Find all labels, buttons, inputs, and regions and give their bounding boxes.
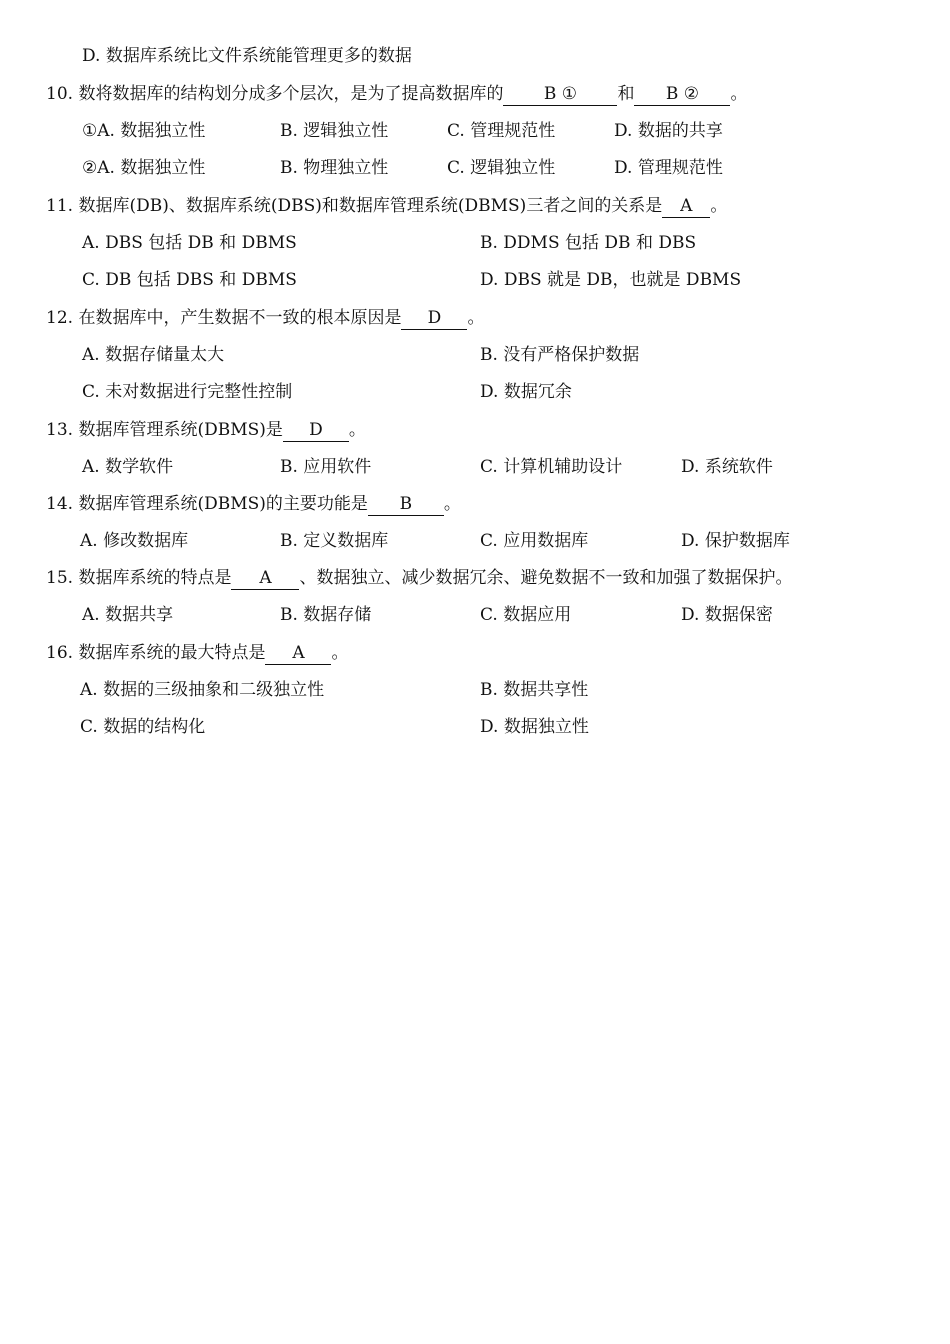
q13-option-c: C. 计算机辅助设计 <box>480 457 623 477</box>
question-end: 。 <box>331 643 349 663</box>
question-text: 数将数据库的结构划分成多个层次，是为了提高数据库的 <box>78 84 504 104</box>
question-number: 11. <box>46 196 74 216</box>
question-text: 数据库系统的特点是 <box>78 568 232 588</box>
question-number: 10. <box>46 84 74 104</box>
q12-option-a: A. 数据存储量太大 <box>82 345 225 365</box>
question-end: 。 <box>730 84 748 104</box>
question-text: 数据库系统的最大特点是 <box>78 643 266 663</box>
q13-option-a: A. 数学软件 <box>82 457 174 477</box>
question-number: 12. <box>46 308 74 328</box>
q10-sub1-option-b: B. 逻辑独立性 <box>280 121 389 141</box>
question-number: 14. <box>46 494 74 514</box>
answer-blank: D <box>283 419 349 442</box>
question-end: 。 <box>710 196 728 216</box>
question-14 <box>46 492 461 516</box>
q16-option-d: D. 数据独立性 <box>480 717 589 737</box>
question-number: 15. <box>46 568 74 588</box>
answer-blank: B <box>368 493 444 516</box>
q15-option-a: A. 数据共享 <box>82 605 174 625</box>
q16-option-a: A. 数据的三级抽象和二级独立性 <box>80 680 325 700</box>
question-number: 16. <box>46 643 74 663</box>
question-number: 13. <box>46 420 74 440</box>
q15-option-b: B. 数据存储 <box>280 605 372 625</box>
q10-sub1-option-a: ①A. 数据独立性 <box>82 121 206 141</box>
answer-blank: A <box>662 195 710 218</box>
question-text: 数据库(DB)、数据库系统(DBS)和数据库管理系统(DBMS)三者之间的关系是 <box>78 196 663 216</box>
question-13 <box>46 418 366 442</box>
question-text: 数据库管理系统(DBMS)是 <box>78 420 283 440</box>
question-end: 。 <box>467 308 485 328</box>
answer-blank: A <box>265 642 331 665</box>
q10-sub2-option-c: C. 逻辑独立性 <box>447 158 556 178</box>
answer-blank: A <box>231 567 299 590</box>
question-12 <box>46 306 484 330</box>
q14-option-c: C. 应用数据库 <box>480 531 589 551</box>
q12-option-c: C. 未对数据进行完整性控制 <box>82 382 293 402</box>
q10-sub2-option-a: ②A. 数据独立性 <box>82 158 206 178</box>
q13-option-b: B. 应用软件 <box>280 457 372 477</box>
q11-option-d: D. DBS 就是 DB，也就是 DBMS <box>480 270 742 290</box>
q10-sub1-option-c: C. 管理规范性 <box>447 121 556 141</box>
q14-option-a: A. 修改数据库 <box>80 531 189 551</box>
question-16 <box>46 641 348 665</box>
q16-option-c: C. 数据的结构化 <box>80 717 206 737</box>
q14-option-d: D. 保护数据库 <box>681 531 790 551</box>
answer-blank-1: B ① <box>503 83 617 106</box>
question-11 <box>46 194 727 218</box>
q9-option-d: D. 数据库系统比文件系统能管理更多的数据 <box>82 46 412 66</box>
question-10 <box>46 82 747 106</box>
question-text: 在数据库中，产生数据不一致的根本原因是 <box>78 308 402 328</box>
question-text-rest: 、数据独立、减少数据冗余、避免数据不一致和加强了数据保护。 <box>299 568 793 588</box>
q11-option-a: A. DBS 包括 DB 和 DBMS <box>82 233 297 253</box>
q10-sub2-option-b: B. 物理独立性 <box>280 158 389 178</box>
question-15 <box>46 566 792 590</box>
q12-option-d: D. 数据冗余 <box>480 382 572 402</box>
q16-option-b: B. 数据共享性 <box>480 680 589 700</box>
answer-blank: D <box>401 307 467 330</box>
q11-option-c: C. DB 包括 DBS 和 DBMS <box>82 270 297 290</box>
q10-sub1-option-d: D. 数据的共享 <box>614 121 723 141</box>
q12-option-b: B. 没有严格保护数据 <box>480 345 640 365</box>
q11-option-b: B. DDMS 包括 DB 和 DBS <box>480 233 697 253</box>
q15-option-c: C. 数据应用 <box>480 605 572 625</box>
q13-option-d: D. 系统软件 <box>681 457 773 477</box>
q10-sub2-option-d: D. 管理规范性 <box>614 158 723 178</box>
question-text: 数据库管理系统(DBMS)的主要功能是 <box>78 494 368 514</box>
question-end: 。 <box>443 494 461 514</box>
answer-blank-2: B ② <box>634 83 730 106</box>
q14-option-b: B. 定义数据库 <box>280 531 389 551</box>
question-end: 。 <box>348 420 366 440</box>
q15-option-d: D. 数据保密 <box>681 605 773 625</box>
question-text-mid: 和 <box>617 84 635 104</box>
